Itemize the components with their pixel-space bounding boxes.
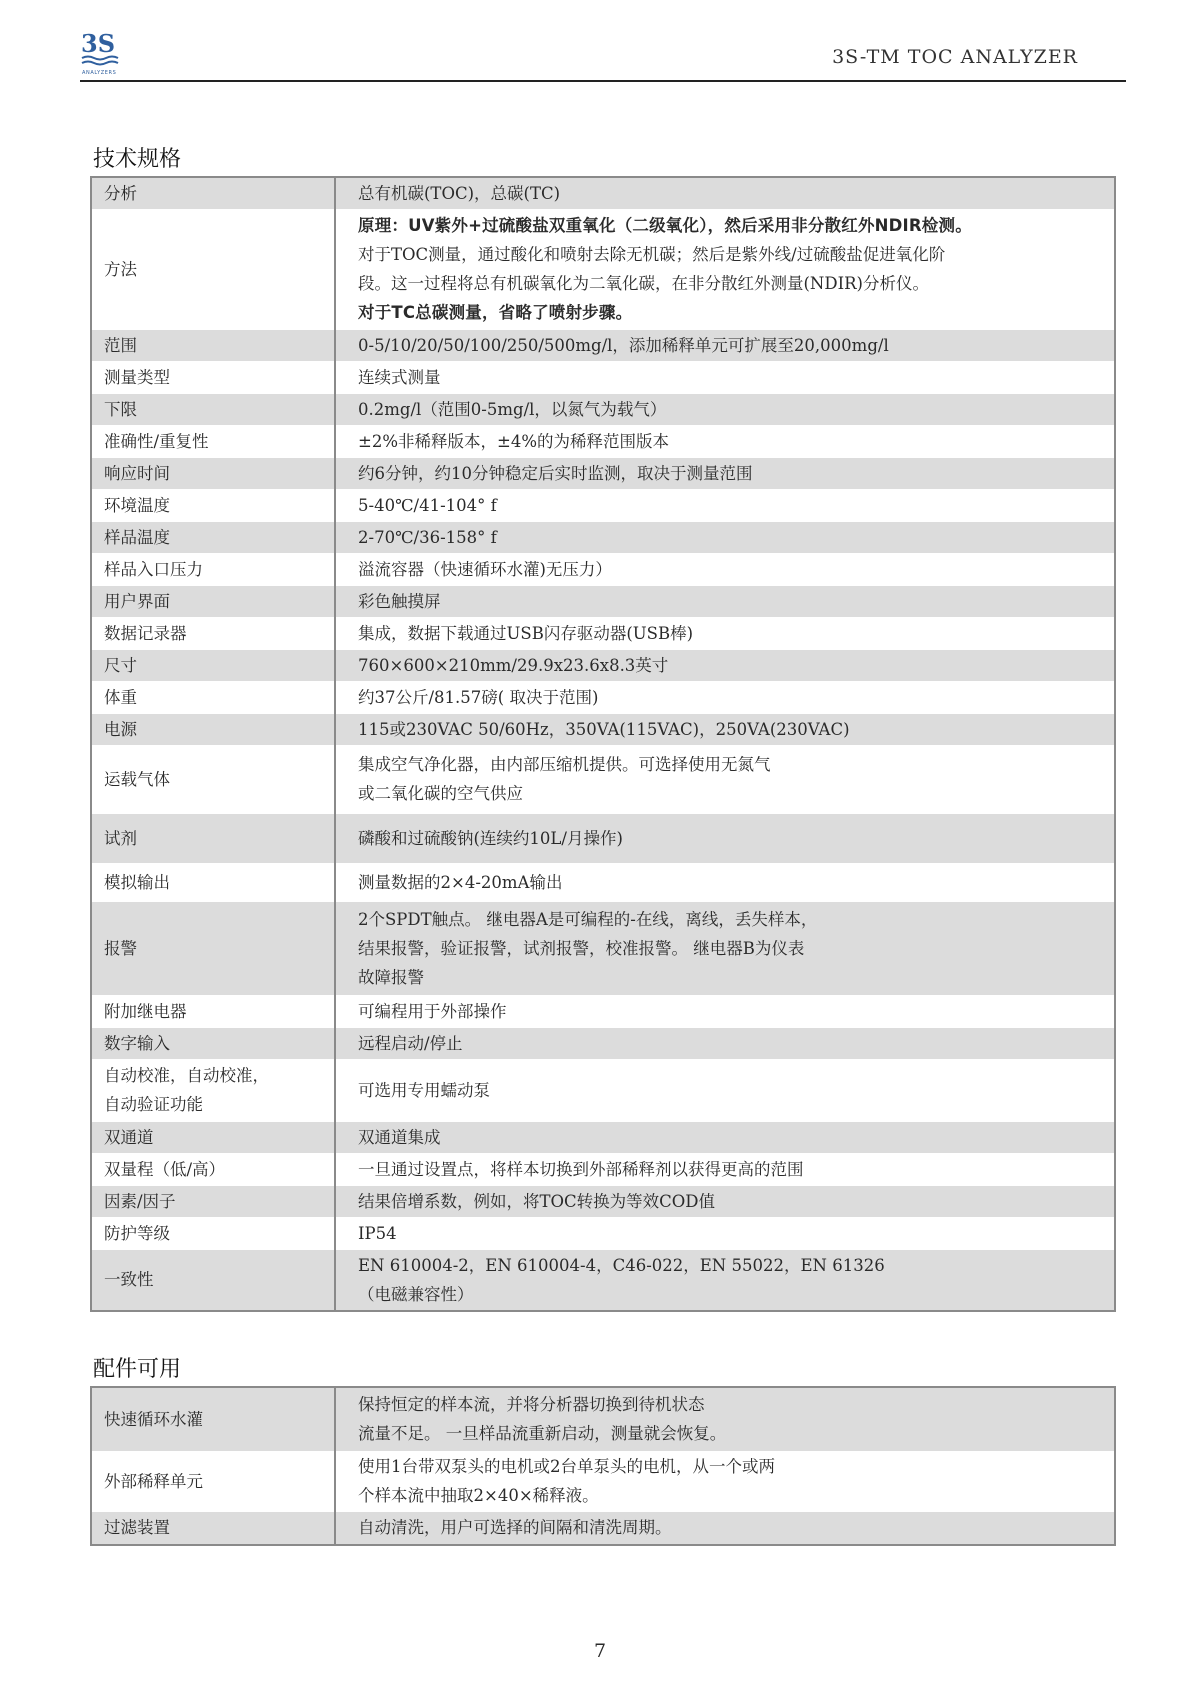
row-value-line: 760×600×210mm/29.9x23.6x8.3英寸 (358, 655, 669, 675)
row-value-line: 或二氧化碳的空气供应 (358, 784, 523, 803)
row-label-line: 数字输入 (104, 1033, 170, 1053)
row-label (91, 713, 335, 745)
row-value-line: （电磁兼容性） (358, 1284, 474, 1304)
table-row (91, 553, 1115, 585)
table-row (91, 649, 1115, 681)
row-value-line: 双通道集成 (358, 1127, 441, 1147)
row-label (91, 361, 335, 393)
row-value-line: 约6分钟，约10分钟稳定后实时监测，取决于测量范围 (358, 463, 753, 483)
row-label (91, 863, 335, 901)
table-row (91, 329, 1115, 361)
row-label-line: 分析 (104, 183, 137, 203)
table-row (91, 521, 1115, 553)
row-value (335, 1121, 1115, 1153)
row-value-line: 彩色触摸屏 (358, 591, 441, 611)
row-value (335, 209, 1115, 329)
row-label (91, 1249, 335, 1311)
row-label (91, 425, 335, 457)
table-row (91, 1185, 1115, 1217)
row-label (91, 1387, 335, 1451)
row-value (335, 995, 1115, 1027)
row-value-line: 使用1台带双泵头的电机或2台单泵头的电机，从一个或两 (358, 1457, 775, 1476)
row-value-line: 集成空气净化器，由内部压缩机提供。可选择使用无氮气 (358, 755, 771, 774)
table-row (91, 1217, 1115, 1249)
row-value-line: 约37公斤/81.57磅( 取决于范围) (358, 687, 599, 707)
row-label-line: 一致性 (104, 1270, 154, 1290)
table-row (91, 585, 1115, 617)
row-label-line: 响应时间 (104, 463, 170, 483)
row-label (91, 457, 335, 489)
row-label (91, 995, 335, 1027)
row-label-line: 尺寸 (104, 655, 137, 675)
row-label (91, 1217, 335, 1249)
row-value (335, 1217, 1115, 1249)
accessories-section-title: 配件可用 (93, 1357, 182, 1382)
row-value-line: 2-70℃/36-158° f (358, 527, 497, 547)
row-value-line: 5-40℃/41-104° f (358, 495, 497, 515)
row-label (91, 393, 335, 425)
row-label-line: 范围 (104, 335, 137, 355)
row-label-line: 附加继电器 (104, 1001, 187, 1021)
row-value (335, 393, 1115, 425)
svg-text:ANALYZERS: ANALYZERS (82, 70, 117, 76)
row-value (335, 457, 1115, 489)
row-label-line: 电源 (104, 719, 137, 739)
row-value (335, 681, 1115, 713)
row-label-line: 下限 (104, 399, 137, 419)
row-value (335, 745, 1115, 813)
table-row (91, 1511, 1115, 1545)
table-row (91, 713, 1115, 745)
table-row (91, 863, 1115, 901)
row-label-line: 双通道 (104, 1127, 154, 1147)
row-value-line: 对于TC总碳测量，省略了喷射步骤。 (358, 303, 633, 322)
row-value-line: 保持恒定的样本流，并将分析器切换到待机状态 (358, 1395, 705, 1415)
row-value (335, 177, 1115, 209)
row-label (91, 1451, 335, 1511)
row-value (335, 1027, 1115, 1059)
row-label-line: 测量类型 (104, 367, 170, 387)
row-value-line: 个样本流中抽取2×40×稀释液。 (358, 1486, 599, 1505)
row-label-line: 因素/因子 (104, 1191, 176, 1211)
page-number: 7 (593, 1640, 607, 1662)
row-value-line: 流量不足。 一旦样品流重新启动，测量就会恢复。 (358, 1424, 727, 1444)
row-label-line: 自动校准，自动校准， (104, 1066, 269, 1085)
accessories-table (90, 1386, 1116, 1546)
row-label (91, 553, 335, 585)
row-value-line: IP54 (358, 1223, 397, 1243)
row-label (91, 1059, 335, 1121)
row-label-line: 样品入口压力 (104, 559, 203, 579)
row-label (91, 177, 335, 209)
row-value-line: 可选用专用蠕动泵 (358, 1080, 490, 1100)
row-label (91, 1121, 335, 1153)
row-value-line: 溢流容器（快速循环水灌)无压力） (358, 559, 612, 579)
row-label-line: 模拟输出 (104, 872, 170, 892)
table-row (91, 813, 1115, 863)
row-value-line: 故障报警 (358, 967, 424, 987)
row-label (91, 681, 335, 713)
row-value (335, 1387, 1115, 1451)
row-label-line: 试剂 (104, 828, 137, 848)
row-value-line: 自动清洗，用户可选择的间隔和清洗周期。 (358, 1518, 672, 1538)
svg-text:3S: 3S (81, 29, 116, 58)
table-row (91, 1249, 1115, 1311)
table-row (91, 425, 1115, 457)
row-label (91, 901, 335, 995)
row-label (91, 329, 335, 361)
row-label-line: 样品温度 (104, 527, 170, 547)
row-label (91, 1185, 335, 1217)
row-label-line: 自动验证功能 (104, 1095, 203, 1114)
table-row (91, 489, 1115, 521)
row-value-line: 0-5/10/20/50/100/250/500mg/l，添加稀释单元可扩展至20,000mg/l (358, 335, 889, 355)
row-label (91, 521, 335, 553)
row-label (91, 1511, 335, 1545)
page-header (80, 22, 1126, 82)
table-row (91, 393, 1115, 425)
row-value (335, 425, 1115, 457)
row-value (335, 1511, 1115, 1545)
row-label-line: 防护等级 (104, 1223, 170, 1243)
row-value (335, 585, 1115, 617)
specs-table (90, 176, 1116, 1312)
row-value-line: 结果倍增系数，例如，将TOC转换为等效COD值 (358, 1191, 716, 1211)
header-rule (80, 80, 1126, 82)
row-label-line: 过滤装置 (104, 1518, 170, 1538)
row-value (335, 1059, 1115, 1121)
row-label-line: 运载气体 (104, 769, 170, 789)
row-value (335, 553, 1115, 585)
row-label-line: 双量程（低/高） (104, 1159, 226, 1179)
row-value (335, 901, 1115, 995)
row-value-line: ±2%非稀释版本，±4%的为稀释范围版本 (358, 431, 670, 451)
table-row (91, 209, 1115, 329)
row-value-line: 可编程用于外部操作 (358, 1001, 507, 1021)
row-value-line: 远程启动/停止 (358, 1033, 463, 1053)
row-value-line: 0.2mg/l（范围0-5mg/l，以氮气为载气） (358, 399, 667, 419)
row-value-line: 测量数据的2×4-20mA输出 (358, 872, 563, 892)
row-label (91, 1027, 335, 1059)
row-value (335, 361, 1115, 393)
row-value (335, 1153, 1115, 1185)
table-row (91, 995, 1115, 1027)
row-label (91, 585, 335, 617)
row-label-line: 准确性/重复性 (104, 431, 209, 451)
row-value-line: 结果报警，验证报警，试剂报警，校准报警。 继电器B为仪表 (358, 938, 805, 958)
specs-section-title: 技术规格 (93, 147, 182, 172)
table-row (91, 1451, 1115, 1511)
table-row (91, 361, 1115, 393)
3s-analyzers-logo (80, 28, 122, 78)
row-label (91, 745, 335, 813)
row-label-line: 数据记录器 (104, 623, 187, 643)
table-row (91, 177, 1115, 209)
row-value (335, 1249, 1115, 1311)
table-row (91, 1387, 1115, 1451)
row-value (335, 521, 1115, 553)
row-label-line: 方法 (104, 259, 137, 279)
table-row (91, 681, 1115, 713)
table-row (91, 901, 1115, 995)
row-value (335, 813, 1115, 863)
row-label (91, 1153, 335, 1185)
table-row (91, 1027, 1115, 1059)
row-value (335, 863, 1115, 901)
row-value (335, 1185, 1115, 1217)
table-row (91, 1153, 1115, 1185)
row-value-line: 连续式测量 (358, 367, 441, 387)
table-row (91, 1059, 1115, 1121)
row-label-line: 外部稀释单元 (104, 1471, 203, 1491)
row-label-line: 体重 (104, 687, 137, 707)
row-value (335, 713, 1115, 745)
row-value-line: 集成，数据下载通过USB闪存驱动器(USB棒) (358, 623, 694, 643)
row-value-line: EN 610004-2，EN 610004-4，C46-022，EN 55022，EN 61326 (358, 1255, 885, 1275)
row-value-line: 2个SPDT触点。 继电器A是可编程的-在线，离线，丢失样本， (358, 909, 818, 929)
row-label-line: 报警 (104, 938, 137, 958)
table-row (91, 617, 1115, 649)
row-value-line: 对于TOC测量，通过酸化和喷射去除无机碳；然后是紫外线/过硫酸盐促进氧化阶 (358, 245, 946, 264)
row-label (91, 209, 335, 329)
row-value-line: 段。这一过程将总有机碳氧化为二氧化碳，在非分散红外测量(NDIR)分析仪。 (358, 274, 929, 293)
row-value (335, 649, 1115, 681)
row-value-line: 115或230VAC 50/60Hz，350VA(115VAC)，250VA(230VAC) (358, 719, 850, 739)
row-label (91, 813, 335, 863)
row-label (91, 489, 335, 521)
row-value (335, 329, 1115, 361)
row-value (335, 617, 1115, 649)
row-value-line: 原理：UV紫外+过硫酸盐双重氧化（二级氧化），然后采用非分散红外NDIR检测。 (358, 216, 972, 235)
row-label-line: 快速循环水灌 (104, 1409, 203, 1429)
row-label-line: 环境温度 (104, 495, 170, 515)
row-label-line: 用户界面 (104, 591, 170, 611)
row-value (335, 1451, 1115, 1511)
table-row (91, 745, 1115, 813)
row-value-line: 磷酸和过硫酸钠(连续约10L/月操作) (358, 828, 623, 848)
document-title: 3S-TM TOC ANALYZER (832, 46, 1078, 68)
row-value (335, 489, 1115, 521)
row-value-line: 一旦通过设置点，将样本切换到外部稀释剂以获得更高的范围 (358, 1159, 804, 1179)
row-label (91, 617, 335, 649)
row-label (91, 649, 335, 681)
table-row (91, 457, 1115, 489)
table-row (91, 1121, 1115, 1153)
row-value-line: 总有机碳(TOC)，总碳(TC) (358, 183, 561, 203)
